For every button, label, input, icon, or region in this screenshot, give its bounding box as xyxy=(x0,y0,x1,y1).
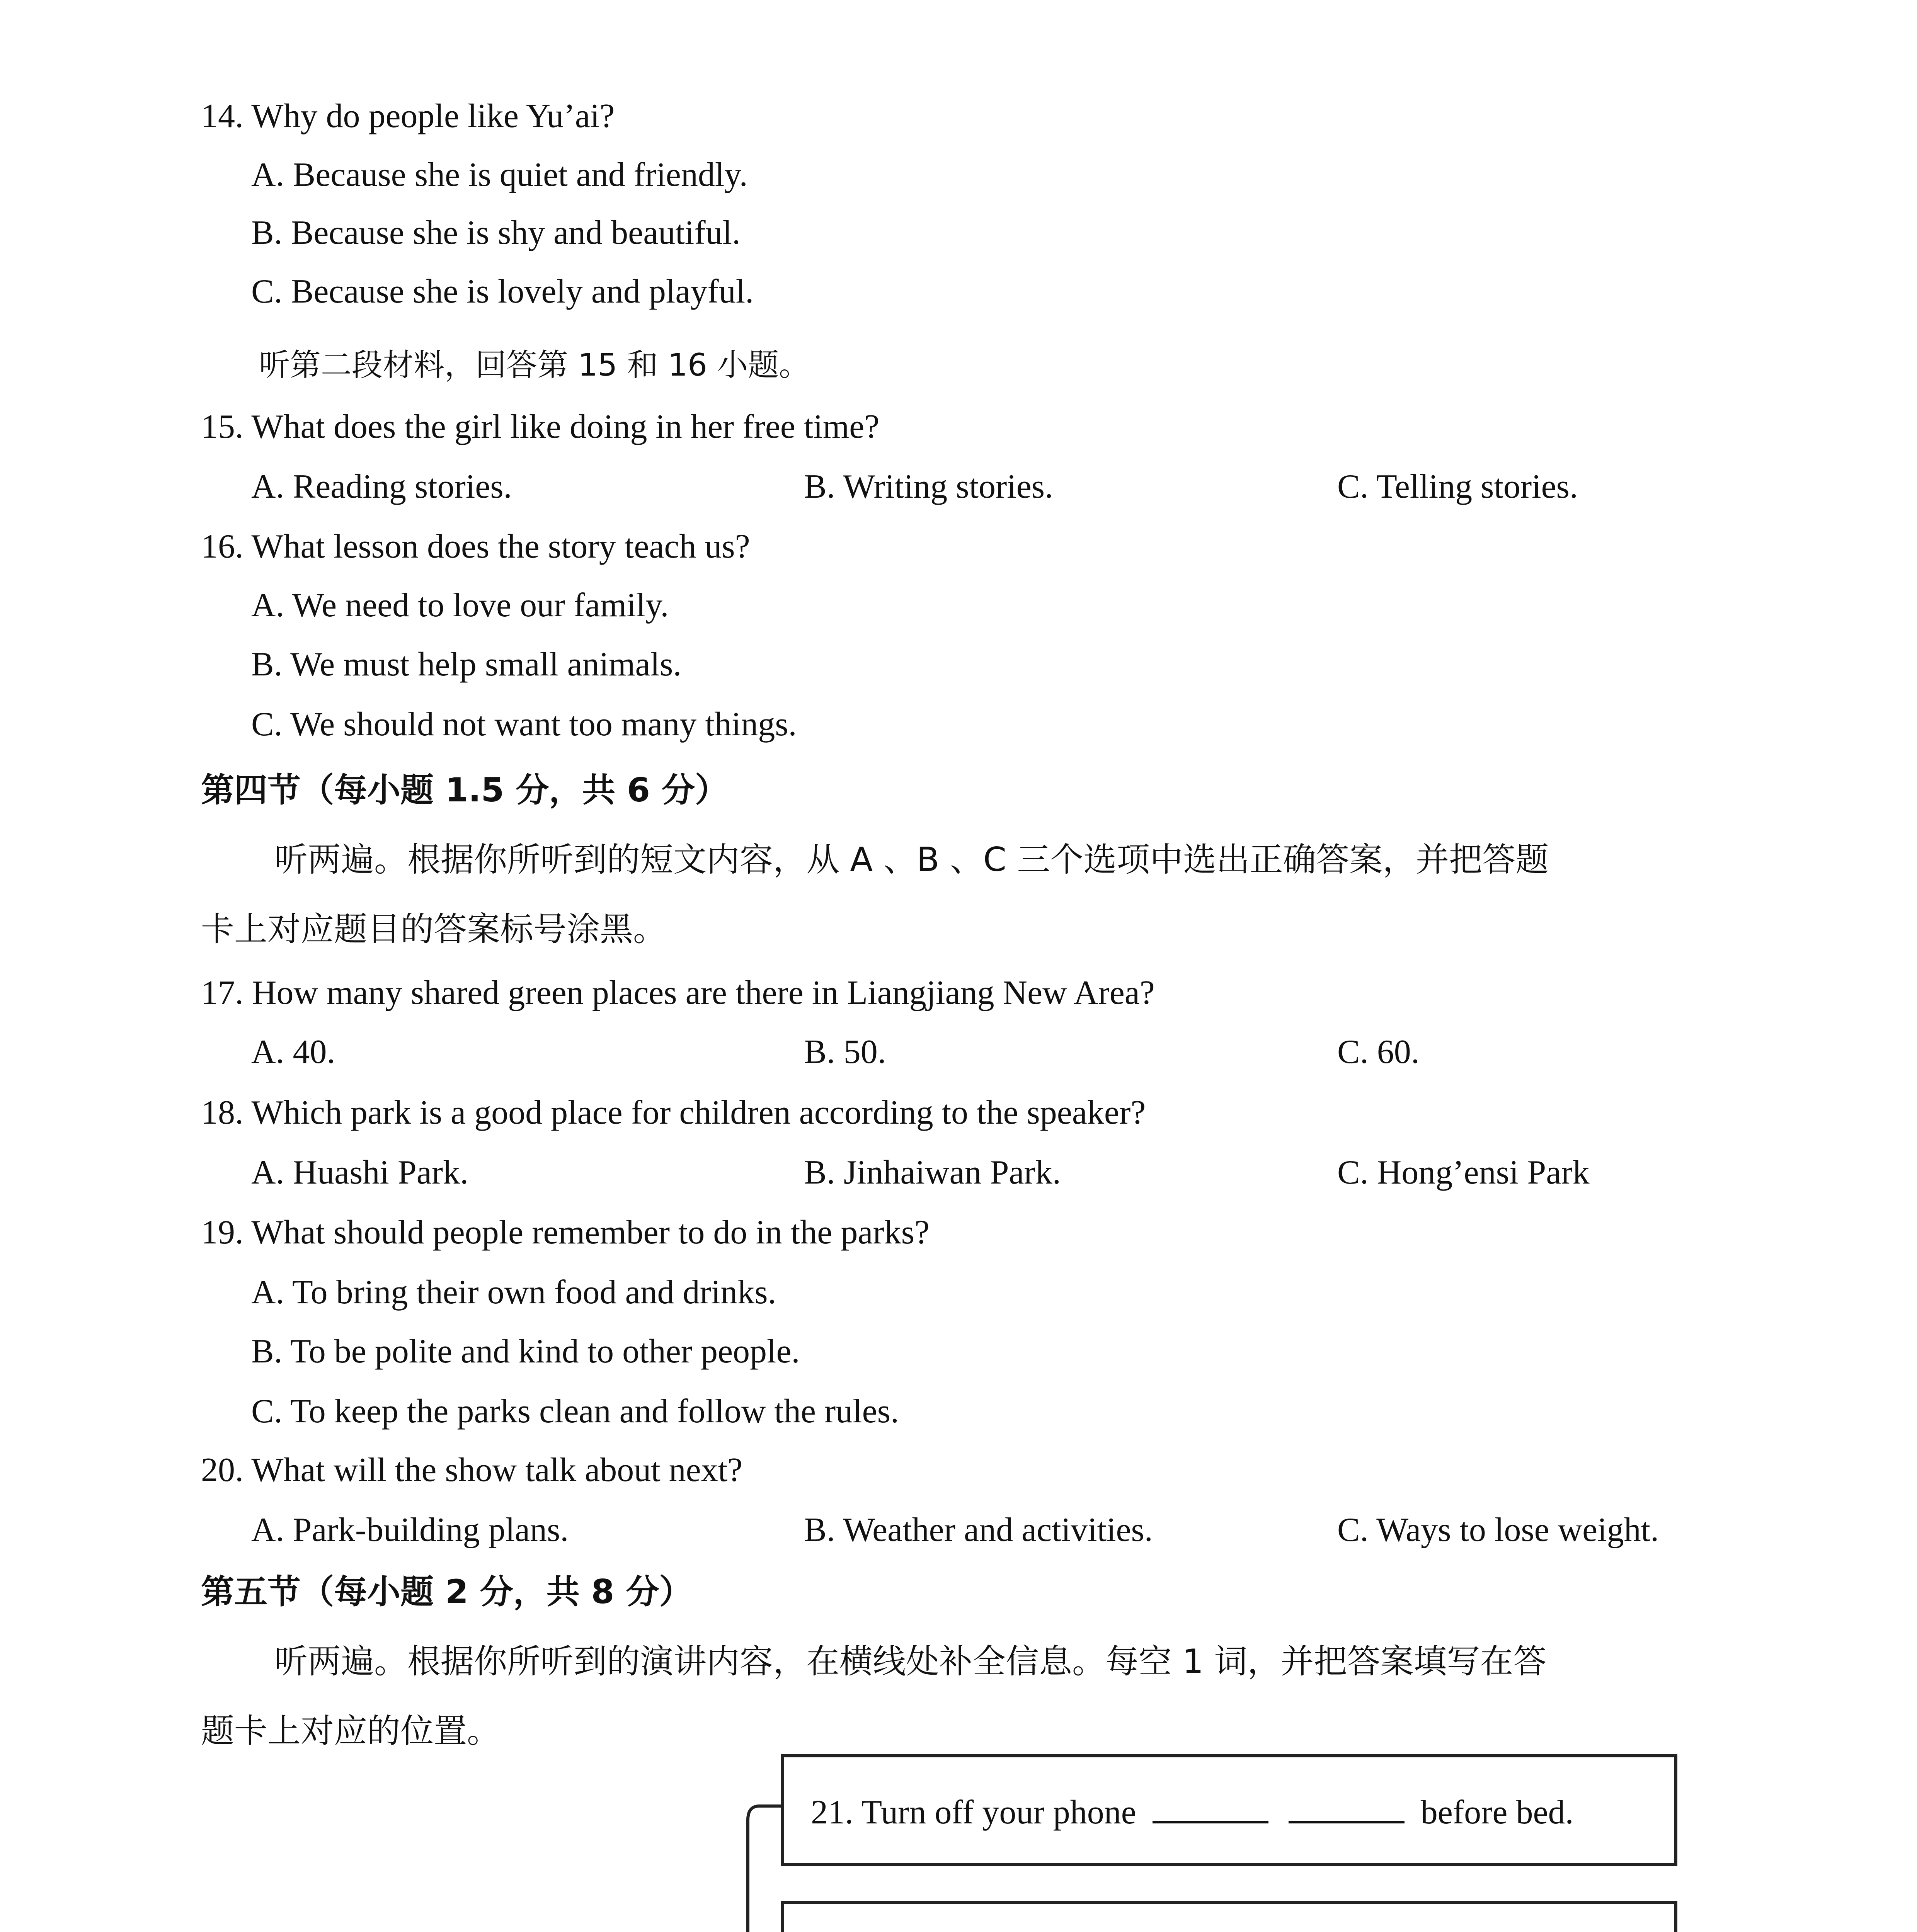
q14-option-a: A. Because she is quiet and friendly. xyxy=(251,156,748,194)
q20-option-b: B. Weather and activities. xyxy=(804,1511,1153,1549)
q20-question: 20. What will the show talk about next? xyxy=(201,1451,743,1489)
section-5-instruction-line2: 题卡上对应的位置。 xyxy=(201,1712,500,1750)
diagram-box-22 xyxy=(781,1901,1677,1932)
blank-21b xyxy=(1289,1790,1405,1823)
q15-question: 15. What does the girl like doing in her free time? xyxy=(201,408,880,446)
q20-option-c: C. Ways to lose weight. xyxy=(1337,1511,1659,1549)
q18-question: 18. Which park is a good place for children according to the speaker? xyxy=(201,1094,1146,1131)
section-5-instruction-line1: 听两遍。根据你所听到的演讲内容，在横线处补全信息。每空 1 词，并把答案填写在答 xyxy=(274,1642,1547,1681)
q17-option-b: B. 50. xyxy=(804,1033,886,1071)
box-21-prefix: 21. Turn off your phone xyxy=(811,1794,1136,1831)
q16-option-b: B. We must help small animals. xyxy=(251,646,682,683)
q16-question: 16. What lesson does the story teach us? xyxy=(201,528,750,565)
q18-option-a: A. Huashi Park. xyxy=(251,1154,469,1191)
q18-option-c: C. Hong’ensi Park xyxy=(1337,1154,1590,1191)
q19-option-c: C. To keep the parks clean and follow the rules. xyxy=(251,1393,899,1430)
q16-option-a: A. We need to love our family. xyxy=(251,587,669,624)
section-4-instruction-line2: 卡上对应题目的答案标号涂黑。 xyxy=(201,910,666,949)
q19-option-a: A. To bring their own food and drinks. xyxy=(251,1274,776,1311)
section-5-heading: 第五节（每小题 2 分，共 8 分） xyxy=(201,1573,693,1611)
box-21-text xyxy=(811,1790,1574,1834)
q16-option-c: C. We should not want too many things. xyxy=(251,706,797,743)
section-4-heading: 第四节（每小题 1.5 分，共 6 分） xyxy=(201,771,728,810)
brace-connector xyxy=(719,1804,788,1932)
box-21-suffix: before bed. xyxy=(1420,1794,1574,1831)
q17-option-c: C. 60. xyxy=(1337,1033,1420,1071)
blank-21a xyxy=(1153,1790,1268,1823)
q14-option-c: C. Because she is lovely and playful. xyxy=(251,273,754,310)
q15-option-a: A. Reading stories. xyxy=(251,468,512,505)
q18-option-b: B. Jinhaiwan Park. xyxy=(804,1154,1061,1191)
q14-option-b: B. Because she is shy and beautiful. xyxy=(251,214,741,252)
listening-instruction-2: 听第二段材料，回答第 15 和 16 小题。 xyxy=(259,347,810,383)
q17-option-a: A. 40. xyxy=(251,1033,335,1071)
q15-option-b: B. Writing stories. xyxy=(804,468,1054,505)
q17-question: 17. How many shared green places are there in Liangjiang New Area? xyxy=(201,974,1155,1012)
q15-option-c: C. Telling stories. xyxy=(1337,468,1578,505)
q14-question: 14. Why do people like Yu’ai? xyxy=(201,97,615,135)
q19-question: 19. What should people remember to do in the parks? xyxy=(201,1214,930,1251)
diagram-box-21 xyxy=(781,1754,1677,1866)
q20-option-a: A. Park-building plans. xyxy=(251,1511,569,1549)
q19-option-b: B. To be polite and kind to other people. xyxy=(251,1333,800,1370)
section-4-instruction-line1: 听两遍。根据你所听到的短文内容，从 A 、B 、C 三个选项中选出正确答案，并把答题 xyxy=(274,840,1549,879)
